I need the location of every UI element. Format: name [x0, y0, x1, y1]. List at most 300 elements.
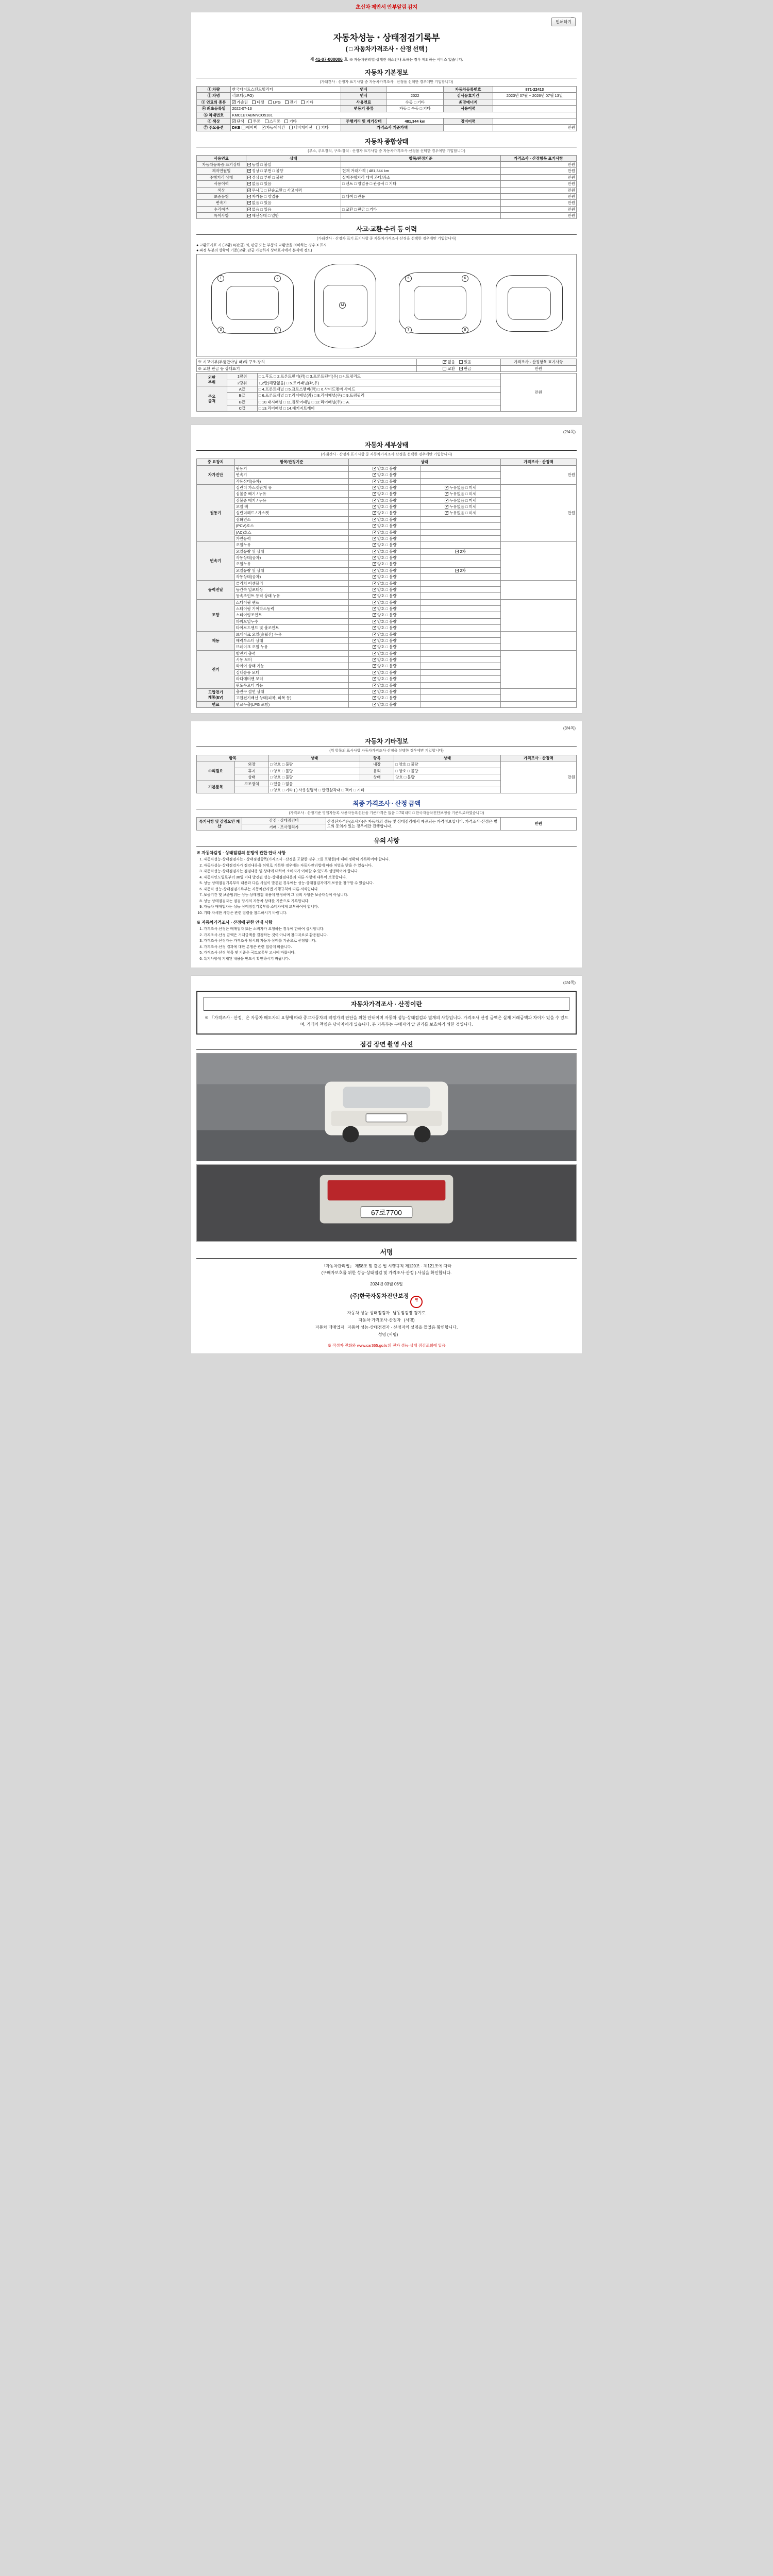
overall-state-5[interactable]: ✓ 자가용 □ 영업용	[246, 193, 341, 199]
parts-level-0: 1량위	[227, 374, 257, 380]
basic-label3-1: 검사유효기간	[444, 93, 493, 99]
table-row	[197, 106, 577, 112]
detail-amount-0: 만원	[500, 465, 576, 484]
table-header-row	[197, 755, 577, 761]
photo-rear-illustration	[197, 1165, 576, 1241]
section-detail-title: 자동차 세부상태	[196, 440, 577, 451]
detail-state-0-0[interactable]: ✓ 양호 □ 불량	[348, 465, 421, 471]
overall-item-7: 수리여부	[197, 206, 246, 212]
section-price-title: 최종 가격조사 · 산정 금액	[196, 799, 577, 809]
parts-items-1[interactable]: 1,2란(해당없음) □ 5.로커패널(좌,우)	[257, 380, 500, 386]
detail-state-5-1[interactable]: ✓ 양호 □ 불량	[348, 637, 421, 643]
table-row	[197, 465, 577, 471]
overall-amount-1: 만원	[500, 168, 576, 174]
checkbox-frame-yes[interactable]	[459, 360, 463, 364]
detail-item-4-4: 타이로드엔드 및 볼조인트	[234, 625, 348, 631]
detail-group-0: 자가진단	[197, 465, 235, 484]
detail-extra-4-4[interactable]	[421, 625, 500, 631]
detail-item-1-4: 실린더헤드 / 가스켓	[234, 510, 348, 516]
etc-a-0: 외장	[234, 761, 268, 768]
caution-item-a-1: 2. 자동차성능·상태점검자가 점검내용을 허위로 기록한 경우에는 자동차관리법에 따라 처벌을 받을 수 있습니다.	[204, 863, 577, 869]
basic-label3-3: 사용이력	[444, 106, 493, 112]
etc-b-1: 유리	[360, 768, 394, 774]
checkbox-option-etc[interactable]	[316, 126, 320, 129]
marker-2: 2	[274, 275, 281, 282]
detail-state-1-2[interactable]: ✓ 양호 □ 불량	[348, 497, 421, 503]
detail-extra-2-5[interactable]	[421, 574, 500, 580]
detail-state-1-5[interactable]: ✓ 양호 □ 불량	[348, 516, 421, 522]
checkbox-color-3tone[interactable]	[265, 120, 268, 123]
detail-state-2-3[interactable]: ✓ 양호 □ 불량	[348, 561, 421, 567]
detail-extra-4-1[interactable]	[421, 606, 500, 612]
checkbox-exchange[interactable]	[443, 367, 446, 370]
detail-state-1-8[interactable]: ✓ 양호 □ 불량	[348, 535, 421, 541]
caution-item-a-9: 10. 기타 자세한 사항은 관련 법령을 참고하시기 바랍니다.	[204, 911, 577, 917]
page-number-1	[196, 16, 577, 22]
detail-extra-1-7[interactable]	[421, 529, 500, 535]
etc-s2-1[interactable]: □ 양호 □ 불량	[394, 768, 500, 774]
detail-extra-5-2[interactable]	[421, 644, 500, 650]
etc-col-0: 항목	[197, 755, 269, 761]
sign-line-2: (구매자보호를 위한 성능·상태점검 및 가격조사·산정 ) 사실을 확인합니다.	[321, 1270, 452, 1276]
checkbox-color-single[interactable]	[232, 120, 236, 123]
detail-state-2-1[interactable]: ✓ 양호 □ 불량	[348, 548, 421, 554]
sign-footer-note: ※ 작성자 전화와 www.car365.go.kr의 전자 성능·상태 점검조회에 있음	[327, 1343, 446, 1348]
overall-item-8: 특이사항	[197, 213, 246, 219]
detail-table	[196, 459, 577, 708]
overall-item-6: 변속기	[197, 200, 246, 206]
overall-state-1[interactable]: ✓ 정상 □ 부번 □ 불량	[246, 168, 341, 174]
etc-table	[196, 755, 577, 793]
detail-state-4-1[interactable]: ✓ 양호 □ 불량	[348, 606, 421, 612]
accident-foot-label-1: ※ 시고여부(부품만아님 때)의 구조·장치	[197, 359, 417, 365]
overall-criteria-8	[341, 213, 501, 219]
detail-state-6-0[interactable]: ✓ 양호 □ 불량	[348, 650, 421, 656]
table-row	[197, 761, 577, 768]
accident-foot-opt-2: 교환 ✓ 판금	[417, 365, 500, 371]
marker-1: 1	[217, 275, 224, 282]
etc-s1-3[interactable]: □ 있음 □ 없음	[269, 781, 501, 787]
detail-extra-4-0[interactable]	[421, 599, 500, 605]
overall-amount-3: 만원	[500, 181, 576, 187]
detail-group-8: 연료	[197, 701, 235, 707]
detail-state-6-3[interactable]: ✓ 양호 □ 불량	[348, 669, 421, 675]
section-basic-note: (가래간사 · 산정자 표기사항 중 자동차가격조사 · 산정을 선택한 경우에만 기입합니다)	[320, 80, 453, 84]
overall-item-1: 제작연월일	[197, 168, 246, 174]
detail-item-4-0: 스티어링 펜프	[234, 599, 348, 605]
table-row	[197, 168, 577, 174]
overall-state-4[interactable]: ✓ 무사고 □ 단순교환 □ 사고이력	[246, 187, 341, 193]
photo-front	[196, 1053, 577, 1161]
detail-extra-2-0[interactable]	[421, 542, 500, 548]
table-row	[197, 580, 577, 586]
checkbox-fuel-electric[interactable]	[285, 100, 289, 104]
overall-criteria-6	[341, 200, 501, 206]
parts-group-outer: 외판 부위	[197, 374, 227, 386]
table-row	[197, 359, 577, 365]
accident-foot-label-2: ※ 교환·판금 등 상태표기	[197, 365, 417, 371]
cautions-s2-title: ※ 자동차가격조사 · 산정에 관한 안내 사항	[196, 920, 273, 925]
top-notice-link[interactable]: 초신차 제안서 안부알림 감지	[356, 5, 417, 10]
detail-state-4-2[interactable]: ✓ 양호 □ 불량	[348, 612, 421, 618]
marker-7: 7	[405, 327, 412, 333]
detail-item-5-2: 브레이크 오일 누유	[234, 644, 348, 650]
checkbox-fuel-etc[interactable]	[301, 100, 305, 104]
overall-criteria-5: □ 대여 □ 관용	[341, 193, 501, 199]
print-button[interactable]: 인쇄하기	[551, 18, 576, 26]
sign-row-3	[196, 1332, 577, 1337]
detail-state-1-4[interactable]: ✓ 양호 □ 불량	[348, 510, 421, 516]
checkbox-color-twotone[interactable]	[248, 120, 252, 123]
svg-text:67로7700: 67로7700	[371, 1208, 402, 1217]
overall-item-5: 보증유형	[197, 193, 246, 199]
accident-foot-amt-2: 만원	[500, 365, 576, 371]
car-damage-diagram[interactable]	[196, 254, 577, 357]
detail-extra-1-3[interactable]: ✓ 누유없음 □ 미세	[421, 504, 500, 510]
section-detail-note: (가래간사 · 산정자 표기사항 중 자동차가격조사·산정을 선택한 경우에만 기입합니다)	[321, 453, 452, 457]
car-view-right	[399, 272, 481, 334]
detail-extra-1-4[interactable]: ✓ 누유없음 □ 미세	[421, 510, 500, 516]
detail-group-1: 원동기	[197, 484, 235, 541]
basic-value-1: 리보티(LPG)	[231, 93, 341, 99]
overall-state-6[interactable]: ✓ 없음 □ 있음	[246, 200, 341, 206]
price-right-text: 산정된가격은(조사가)은 자동차의 성능 및 상태점검에서 제공되는 가격정보입니다. 가격조사·산정은 별도의 동의가 있는 경우에만 진행합니다.	[326, 818, 500, 831]
basic-label3-5: 정비이력	[444, 118, 493, 124]
etc-s1-0[interactable]: □ 양호 □ 불량	[269, 761, 360, 768]
caution-item-a-0: 1. 자동차성능·상태점검자는 · 상태점검항목(가격조사 · 산정을 포함한 경우 그를 포함한)에 대해 정확히 기록하여야 합니다.	[204, 857, 577, 863]
etc-s1-4[interactable]: □ 양호 □ 기타 ( ) 사용설명서 □ 안전삼각대 □ 잭키 □ 기타	[269, 787, 501, 793]
page-number-4: (4/4쪽)	[563, 980, 576, 985]
overall-criteria-3: □ 렌트 □ 영업용 □ 관공서 □ 기타	[341, 181, 501, 187]
detail-item-0-1: 변속기	[234, 472, 348, 478]
section-etc-title: 자동차 기타정보	[196, 736, 577, 747]
detail-item-5-0: 브레이크 오일(슬립간) 누유	[234, 631, 348, 637]
detail-extra-0-0[interactable]	[421, 465, 500, 471]
car-view-rear	[496, 275, 563, 332]
page-1	[191, 12, 582, 417]
page-subtitle: ( □ 자동차가격조사・산정 선택 )	[345, 45, 428, 53]
detail-extra-6-1[interactable]	[421, 657, 500, 663]
table-row	[197, 542, 577, 548]
detail-item-4-2: 스티어링조인트	[234, 612, 348, 618]
detail-state-3-0[interactable]: ✓ 양호 □ 불량	[348, 580, 421, 586]
detail-item-6-4: 라디에터팬 모터	[234, 676, 348, 682]
doc-number-prefix: 제	[310, 57, 314, 62]
basic-value2-3: 자동 □ 수동 □ 기타	[386, 106, 444, 112]
overall-table	[196, 155, 577, 219]
sign-company: (주)한국자동차진단보정	[350, 1293, 409, 1300]
price-notice-body: ※ 「가격조사 · 산정」은 자동차 매도자의 요청에 따라 중고자동차의 적정가격 판단을 위한 안내이며 자동차 성능·상태점검과 별개의 사항입니다. 가격조사·산정 금액은 실제 거래금액과 차이가 있을 수 있으며, 거래의 책임은 당사자에게 있습니다. 본 기록부는 구매자의 알 권리를 보호하기 위한 것입니다.	[205, 1015, 568, 1027]
parts-level-1: 2량위	[227, 380, 257, 386]
table-row	[197, 87, 577, 93]
checkbox-option-airbag[interactable]	[242, 126, 245, 129]
detail-extra-5-1[interactable]	[421, 637, 500, 643]
detail-item-1-1: 심불종 배기 / 누유	[234, 491, 348, 497]
sign-row-key-1: 자동차 가격조사·산정자	[358, 1318, 401, 1323]
checkbox-option-nav[interactable]	[289, 126, 293, 129]
price-row2-label: 거래 · 조사정리가	[242, 824, 326, 830]
detail-extra-2-4[interactable]: ✓ 2차	[421, 567, 500, 573]
price-notice-title: 자동차가격조사 · 산정이란	[204, 997, 569, 1011]
basic-label-3: ④ 최초등록일	[197, 106, 231, 112]
page-title: 자동차성능・상태점검기록부	[333, 33, 440, 43]
detail-state-3-1[interactable]: ✓ 양호 □ 불량	[348, 586, 421, 592]
parts-items-5[interactable]: □ 13.리어패널 □ 14.패키지트레이	[257, 405, 500, 412]
accident-foot-amt-1: 가격조사 · 산정항목 표기사항	[500, 359, 576, 365]
accident-legend-1: ● 교환표시표 시 (교환) X(판금) 외, 판금 또는 부품의 교환만을 의미하는 경우 X 표시	[196, 244, 327, 248]
overall-state-8[interactable]: ✓ 배선상태 □ 일반	[246, 213, 341, 219]
sign-row-key-0: 자동차 성능·상태점검자	[347, 1311, 390, 1316]
basic-label-1: ② 차명	[197, 93, 231, 99]
caution-item-a-3: 4. 자동차인도일로부터 30일 이내 발견된 성능·상태점검내용과 다른 사항에 대하여 보증합니다.	[204, 875, 577, 881]
caution-item-a-8: 9. 자동차 매매업자는 성능·상태점검기록부를 소비자에게 교부하여야 합니다.	[204, 905, 577, 910]
detail-extra-0-1[interactable]	[421, 472, 500, 478]
basic-value-0: 한국다이트스턴모빌리티	[231, 87, 341, 93]
overall-criteria-7: □ 교환 □ 판금 □ 기타	[341, 206, 501, 212]
detail-state-2-0[interactable]: ✓ 양호 □ 불량	[348, 542, 421, 548]
car-view-left	[211, 272, 294, 334]
detail-extra-1-8[interactable]	[421, 535, 500, 541]
etc-s1-2[interactable]: □ 양호 □ 불량	[269, 774, 360, 781]
detail-amount-7	[500, 688, 576, 701]
detail-state-1-1[interactable]: ✓ 양호 □ 불량	[348, 491, 421, 497]
detail-state-6-2[interactable]: ✓ 양호 □ 불량	[348, 663, 421, 669]
parts-items-2[interactable]: □ 4.프론트패널 □ 5.크로스멤버(좌) □ 6.사이드멤버 사이드	[257, 386, 500, 392]
photo-front-illustration	[197, 1054, 576, 1161]
caution-item-b-2: 3. 가격조사·산정자는 가격조사 당시의 자동차 상태를 기준으로 산정합니다.	[204, 939, 577, 944]
detail-item-1-8: 가연동력	[234, 535, 348, 541]
detail-extra-6-3[interactable]	[421, 669, 500, 675]
price-table	[196, 817, 577, 831]
etc-s1-1[interactable]: □ 양호 □ 불량	[269, 768, 360, 774]
detail-state-4-4[interactable]: ✓ 양호 □ 불량	[348, 625, 421, 631]
marker-6: 6	[462, 275, 468, 282]
detail-col-0: 중 요장치	[197, 459, 235, 465]
basic-value-6: DKB 에어백 ✓ 자동에어컨 네비게이션 기타	[231, 125, 341, 131]
table-row	[197, 599, 577, 605]
detail-extra-0-2[interactable]	[421, 478, 500, 484]
detail-item-1-5: 점화연소	[234, 516, 348, 522]
etc-amount: 만원	[500, 761, 576, 793]
etc-s2-2[interactable]: 양호 □ 불량	[394, 774, 500, 781]
photo-rear	[196, 1164, 577, 1242]
checkbox-option-aircon[interactable]	[262, 126, 265, 129]
detail-extra-2-3[interactable]	[421, 561, 500, 567]
table-row	[197, 193, 577, 199]
section-cautions-title: 유의 사항	[196, 836, 577, 846]
detail-item-2-5: 작동상태(공차)	[234, 574, 348, 580]
detail-amount-6	[500, 650, 576, 688]
overall-item-2: 주행거리 상태	[197, 174, 246, 180]
checkbox-fuel-diesel[interactable]	[252, 100, 256, 104]
detail-state-4-0[interactable]: ✓ 양호 □ 불량	[348, 599, 421, 605]
checkbox-color-etc[interactable]	[284, 120, 288, 123]
checkbox-fuel-lpg[interactable]	[268, 100, 272, 104]
marker-3: 3	[217, 327, 224, 333]
detail-state-7-0[interactable]: ✓ 양호 □ 불량	[348, 688, 421, 694]
basic-label2-6: 가격조사 기준가액	[341, 125, 444, 131]
detail-extra-6-4[interactable]	[421, 676, 500, 682]
accident-footer-table	[196, 359, 577, 372]
section-accident-title: 사고·교환·수리 등 이력	[196, 224, 577, 235]
detail-extra-1-1[interactable]: ✓ 누유없음 □ 미세	[421, 491, 500, 497]
detail-extra-6-0[interactable]	[421, 650, 500, 656]
page-3	[191, 721, 582, 968]
detail-extra-4-2[interactable]	[421, 612, 500, 618]
detail-extra-1-5[interactable]	[421, 516, 500, 522]
table-row	[197, 374, 577, 380]
basic-info-table	[196, 86, 577, 131]
detail-amount-5	[500, 631, 576, 650]
page-number-2: (2/4쪽)	[563, 430, 576, 435]
basic-value2-1: 2022	[386, 93, 444, 99]
overall-amount-5: 만원	[500, 193, 576, 199]
detail-state-6-1[interactable]: ✓ 양호 □ 불량	[348, 657, 421, 663]
detail-amount-4	[500, 599, 576, 631]
checkbox-panel[interactable]	[459, 367, 463, 370]
detail-state-4-3[interactable]: ✓ 양호 □ 불량	[348, 618, 421, 624]
detail-extra-2-1[interactable]: ✓ 2차	[421, 548, 500, 554]
section-etc-note: (위 항목외 표사사항 자동차가격조사·산정을 선택한 경우에만 기입합니다)	[329, 749, 444, 753]
overall-state-0[interactable]: ✓ 동일 □ 불일	[246, 162, 341, 168]
detail-extra-1-0[interactable]: ✓ 누유없음 □ 미세	[421, 484, 500, 490]
table-row	[197, 631, 577, 637]
detail-extra-7-1[interactable]	[421, 695, 500, 701]
sign-row-key-2: 자동차 매매업자	[315, 1325, 345, 1330]
detail-col-2: 상태	[348, 459, 500, 465]
parts-items-3[interactable]: □ 6.프론트패널 □ 7.리어패널(좌) □ 8.리어패널(우) □ 9.트렁필러	[257, 393, 500, 399]
detail-state-1-7[interactable]: ✓ 양호 □ 불량	[348, 529, 421, 535]
detail-state-0-1[interactable]: ✓ 양호 □ 불량	[348, 472, 421, 478]
etc-s2-0[interactable]: □ 양호 □ 불량	[394, 761, 500, 768]
basic-value3-3	[493, 106, 576, 112]
sign-rows	[196, 1310, 577, 1337]
detail-state-6-5[interactable]: ✓ 양호 □ 불량	[348, 682, 421, 688]
detail-extra-1-2[interactable]: ✓ 누유없음 □ 미세	[421, 497, 500, 503]
overall-criteria-0	[341, 162, 501, 168]
detail-extra-5-0[interactable]	[421, 631, 500, 637]
detail-state-7-1[interactable]: ✓ 양호 □ 불량	[348, 695, 421, 701]
sign-title: 서명	[196, 1247, 577, 1259]
detail-state-2-5[interactable]: ✓ 양호 □ 불량	[348, 574, 421, 580]
detail-extra-1-6[interactable]	[421, 523, 500, 529]
table-row	[197, 701, 577, 707]
overall-col-3: 가격조사 · 산정항목 표기사항	[500, 155, 576, 161]
detail-extra-2-2[interactable]	[421, 555, 500, 561]
basic-label-2: ③ 연료의 종류	[197, 99, 231, 105]
parts-items-0[interactable]: □ 1.후드 □ 2.프론트펀더(좌) □ 3.프론트펀더(우) □ 4.트렁리드	[257, 374, 500, 380]
table-row	[197, 162, 577, 168]
detail-state-1-3[interactable]: ✓ 양호 □ 불량	[348, 504, 421, 510]
overall-amount-0: 만원	[500, 162, 576, 168]
caution-item-a-2: 3. 자동차성능·상태점검자는 점검내용 및 상태에 대하여 소비자가 이해할 수 있도록 설명하여야 합니다.	[204, 869, 577, 875]
detail-state-6-4[interactable]: ✓ 양호 □ 불량	[348, 676, 421, 682]
detail-state-5-0[interactable]: ✓ 양호 □ 불량	[348, 631, 421, 637]
detail-state-3-2[interactable]: ✓ 양호 □ 불량	[348, 593, 421, 599]
basic-value2-2: 수동 □ 기타	[386, 99, 444, 105]
section-accident-note: (가래간사 · 산정자 표기 표기사항 중 자동차가격조사·산정을 선택한 경우에만 기입합니다)	[316, 237, 457, 241]
detail-item-6-3: 실내송풍 모터	[234, 669, 348, 675]
detail-state-2-2[interactable]: ✓ 양호 □ 불량	[348, 555, 421, 561]
detail-item-6-5: 윈도우모터 기능	[234, 682, 348, 688]
basic-value-4: KMC1E7ABNNCO5181	[231, 112, 577, 118]
sign-row-value-0[interactable]: 남동점검장 경기도	[393, 1311, 426, 1316]
detail-item-7-0: 충전구 절연 상태	[234, 688, 348, 694]
table-row	[197, 174, 577, 180]
cautions-body	[196, 850, 577, 962]
overall-item-3: 사용이력	[197, 181, 246, 187]
basic-value3-2	[493, 99, 576, 105]
detail-extra-3-2[interactable]	[421, 593, 500, 599]
detail-amount-1: 만원	[500, 484, 576, 541]
detail-item-0-0: 원동기	[234, 465, 348, 471]
accident-foot-opt-1: ✓ 없음 있음	[417, 359, 500, 365]
etc-b-0: 내장	[360, 761, 394, 768]
table-row	[197, 125, 577, 131]
detail-extra-3-1[interactable]	[421, 586, 500, 592]
detail-item-3-1: 등간속 일포태상	[234, 586, 348, 592]
detail-group-5: 제동	[197, 631, 235, 650]
etc-b-2: 상태	[360, 774, 394, 781]
detail-item-5-1: 배력부스터 상태	[234, 637, 348, 643]
overall-state-3[interactable]: ✓ 없음 □ 있음	[246, 181, 341, 187]
detail-state-5-2[interactable]: ✓ 양호 □ 불량	[348, 644, 421, 650]
caution-item-b-5: 6. 특기사항에 기재된 내용을 반드시 확인하시기 바랍니다.	[204, 957, 577, 962]
detail-state-2-4[interactable]: ✓ 양호 □ 불량	[348, 567, 421, 573]
caution-item-a-4: 5. 성능·상태점검기록부의 내용과 다른 사실이 발견된 경우에는 성능·상태점검자에게 보증을 청구할 수 있습니다.	[204, 881, 577, 887]
detail-item-4-3: 파워오일누수	[234, 618, 348, 624]
basic-label-5: ⑥ 색상	[197, 118, 231, 124]
doc-number-suffix: 호	[344, 57, 348, 62]
etc-group-basic: 기본품목	[197, 781, 235, 793]
detail-state-1-0[interactable]: ✓ 양호 □ 불량	[348, 484, 421, 490]
table-row	[197, 200, 577, 206]
overall-state-2[interactable]: ✓ 정상 □ 부번 □ 불량	[246, 174, 341, 180]
detail-state-0-2[interactable]: ✓ 양호 □ 불량	[348, 478, 421, 484]
top-notice-bar	[191, 0, 582, 12]
detail-extra-8-0[interactable]	[421, 701, 500, 707]
checkbox-frame-none[interactable]	[443, 360, 446, 364]
sign-row-value-3[interactable]: 성명 (서명)	[378, 1332, 398, 1337]
detail-state-8-0[interactable]: ✓ 양호 □ 불량	[348, 701, 421, 707]
basic-label-0: ① 차량	[197, 87, 231, 93]
doc-number-line	[196, 56, 577, 62]
sign-row-2	[196, 1325, 577, 1330]
detail-extra-6-2[interactable]	[421, 663, 500, 669]
table-row	[197, 99, 577, 105]
sign-row-value-1[interactable]: (서명)	[404, 1318, 415, 1323]
detail-extra-4-3[interactable]	[421, 618, 500, 624]
doc-number-value: 41-07-000006	[315, 57, 343, 62]
detail-extra-6-5[interactable]	[421, 682, 500, 688]
parts-items-4[interactable]: □ 10.대시패널 □ 11.플로어패널 □ 12.리어패널(우) □ A.	[257, 399, 500, 405]
page-number-3: (3/4쪽)	[563, 726, 576, 731]
sign-row-value-2[interactable]: 자동차 성능·상태점검자 · 산정자의 설명을 들었음 확인합니다.	[347, 1325, 458, 1330]
price-notice-box	[196, 991, 577, 1035]
checkbox-fuel-gasoline[interactable]	[232, 100, 236, 104]
detail-extra-7-0[interactable]	[421, 688, 500, 694]
detail-amount-3	[500, 580, 576, 599]
accident-parts-table	[196, 373, 577, 412]
detail-item-2-1: 오일유량 및 상태	[234, 548, 348, 554]
basic-value-2: ✓ 가솔린 디젤 LPG 전기 기타	[231, 99, 341, 105]
detail-extra-3-0[interactable]	[421, 580, 500, 586]
overall-amount-8: 만원	[500, 213, 576, 219]
overall-state-7[interactable]: ✓ 없음 □ 있음	[246, 206, 341, 212]
overall-amount-6: 만원	[500, 200, 576, 206]
etc-a-4	[234, 787, 268, 793]
detail-state-1-6[interactable]: ✓ 양호 □ 불량	[348, 523, 421, 529]
